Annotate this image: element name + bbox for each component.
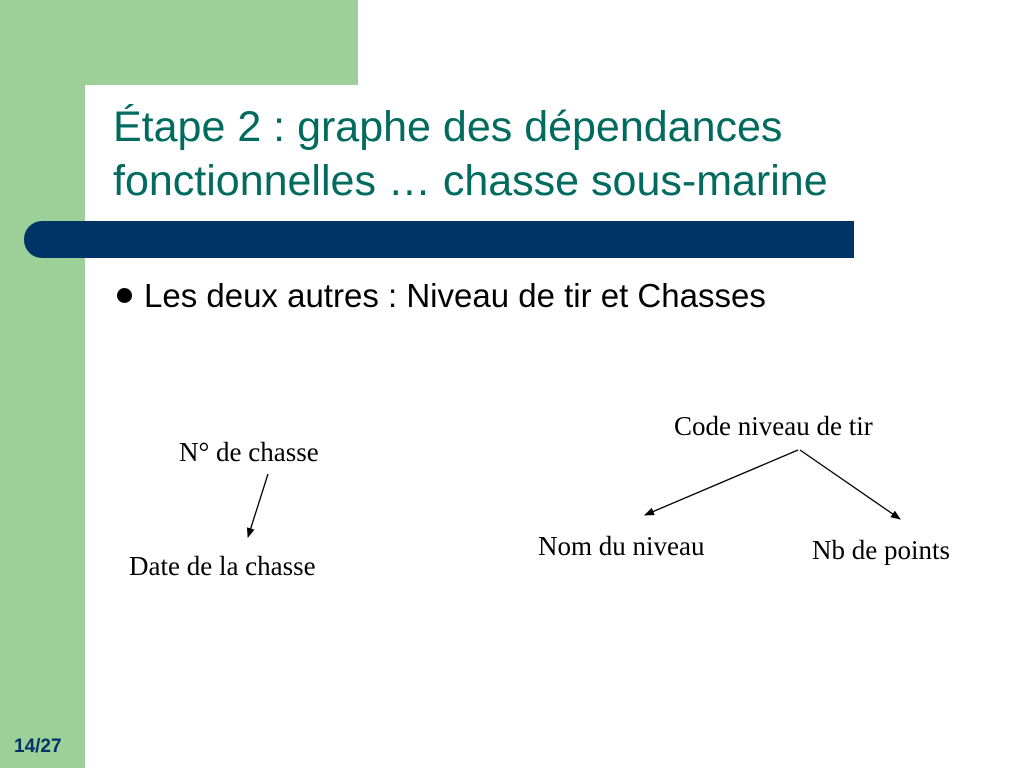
bullet-text: Les deux autres : Niveau de tir et Chasses (144, 277, 766, 314)
node-nom-du-niveau: Nom du niveau (538, 531, 705, 561)
slide-title-line-2: fonctionnelles … chasse sous-marine (113, 157, 828, 205)
arrow-code-to-nom (645, 450, 798, 515)
node-date-de-la-chasse: Date de la chasse (129, 551, 316, 581)
slide-page-indicator: 14/27 (14, 736, 62, 757)
arrow-chasse-to-date (248, 474, 268, 537)
node-code-niveau-de-tir: Code niveau de tir (674, 411, 873, 441)
slide-title-line-1: Étape 2 : graphe des dépendances (113, 103, 783, 151)
node-nb-de-points: Nb de points (812, 535, 950, 565)
node-n-de-chasse: N° de chasse (179, 437, 319, 467)
arrow-code-to-nb (800, 450, 900, 519)
